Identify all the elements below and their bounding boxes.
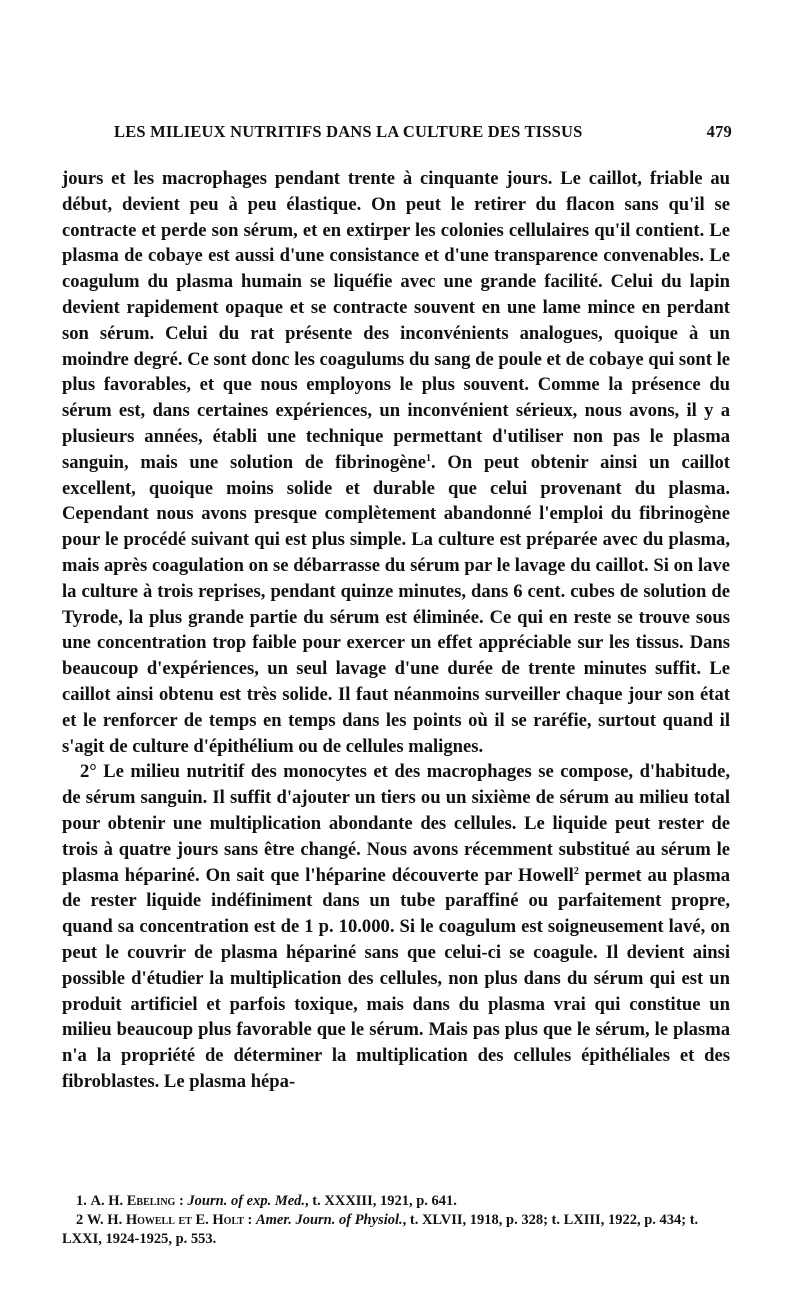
footnote-1 xyxy=(62,1192,730,1211)
footnote-2-sep: : xyxy=(243,1212,256,1228)
paragraph-2-text-b: permet au plasma de rester liquide indéfiniment dans un tube paraffiné ou parfaitement propre, quand sa concentration est de 1 p. 10.000. Si le coagulum est soigneusement lavé, on peut le couvrir de plasma hépariné sans que celui-ci se coagule. Il devient ainsi possible d'étudier la multiplication des cellules, non plus dans du sérum qui est un produit artificiel et parfois toxique, mais dans du plasma vrai qui constitue un milieu beaucoup plus favorable que le sérum. Mais pas plus que le sérum, le plasma n'a la propriété de déterminer la multiplication des cellules épithéliales et des fibroblastes. Le plasma hépa- xyxy=(62,864,730,1092)
footnote-ref-2: 2 xyxy=(573,865,579,877)
footnote-ref-1: 1 xyxy=(426,452,432,464)
footnote-1-sep: : xyxy=(175,1193,188,1209)
running-title: LES MILIEUX NUTRITIFS DANS LA CULTURE DES TISSUS xyxy=(114,122,583,141)
footnote-2-journal: Amer. Journ. of Physiol. xyxy=(255,1212,403,1228)
footnote-2 xyxy=(62,1211,730,1249)
paragraph-1-text-a: jours et les macrophages pendant trente à cinquante jours. Le caillot, friable au début, devient peu à peu élastique. On peut le retirer du flacon sans qu'il se contracte et perde son sérum, et en extirper les colonies cellulaires qu'il contient. Le plasma de cobaye est aussi d'une consistance et d'une transparence convenables. Le coagulum du plasma humain se liquéfie avec une grande facilité. Celui du lapin devient rapidement opaque et se contracte souvent en une lame mince en perdant son sérum. Celui du rat présente des inconvénients analogues, quoique à un moindre degré. Ce sont donc les coagulums du sang de poule et de cobaye qui sont le plus favorables, et que nous employons le plus souvent. Comme la présence du sérum est, dans certaines expériences, un inconvénient sérieux, nous avons, il y a plusieurs années, établi une technique permettant d'utiliser non pas le plasma sanguin, mais une solution de fibrinogène xyxy=(62,168,730,473)
footnote-2-authors: W. H. Howell et E. Holt xyxy=(86,1212,244,1228)
footnote-1-marker: 1. xyxy=(76,1193,87,1209)
page-number: 479 xyxy=(706,122,732,141)
footnote-1-journal: Journ. of exp. Med. xyxy=(187,1193,306,1209)
main-text xyxy=(62,166,730,1095)
paragraph-1-text-b: . On peut obtenir ainsi un caillot excellent, quoique moins solide et durable que celui provenant du plasma. Cependant nous avons presque complètement abandonné l'emploi du fibrinogène pour le procédé suivant qui est plus simple. La culture est préparée avec du plasma, mais après coagulation on se débarrasse du sérum par le lavage du caillot. Si on lave la culture à trois reprises, pendant quinze minutes, dans 6 cent. cubes de solution de Tyrode, la plus grande partie du sérum est éliminée. Ce qui en reste se trouve sous une concentration trop faible pour exercer un effet appréciable sur les tissus. Dans beaucoup d'expériences, un seul lavage d'une durée de trente minutes suffit. Le caillot ainsi obtenu est très solide. Il faut néanmoins surveiller chaque jour son état et le renforcer de temps en temps dans les points où il se raréfie, surtout quand il s'agit de culture d'épithélium ou de cellules malignes. xyxy=(62,451,730,757)
footnote-2-marker: 2 xyxy=(76,1212,84,1228)
footnotes xyxy=(62,1192,730,1249)
footnote-2-rest: , t. XLVII, 1918, p. 328; t. LXIII, 1922, p. 434; t. LXXI, 1924-1925, p. 553. xyxy=(62,1212,699,1247)
footnote-1-rest: , t. XXXIII, 1921, p. 641. xyxy=(305,1193,457,1209)
footnote-1-author: A. H. Ebeling xyxy=(90,1193,176,1209)
paragraph-2 xyxy=(62,759,730,1094)
paragraph-1 xyxy=(62,166,730,759)
paragraph-2-text-a: 2° Le milieu nutritif des monocytes et des macrophages se compose, d'habitude, de sérum sanguin. Il suffit d'ajouter un tiers ou un sixième de sérum au milieu total pour obtenir une multiplication abondante des cellules. Le liquide peut rester de trois à quatre jours sans être changé. Nous avons récemment substitué au sérum le plasma hépariné. On sait que l'héparine découverte par Howell xyxy=(62,761,730,886)
